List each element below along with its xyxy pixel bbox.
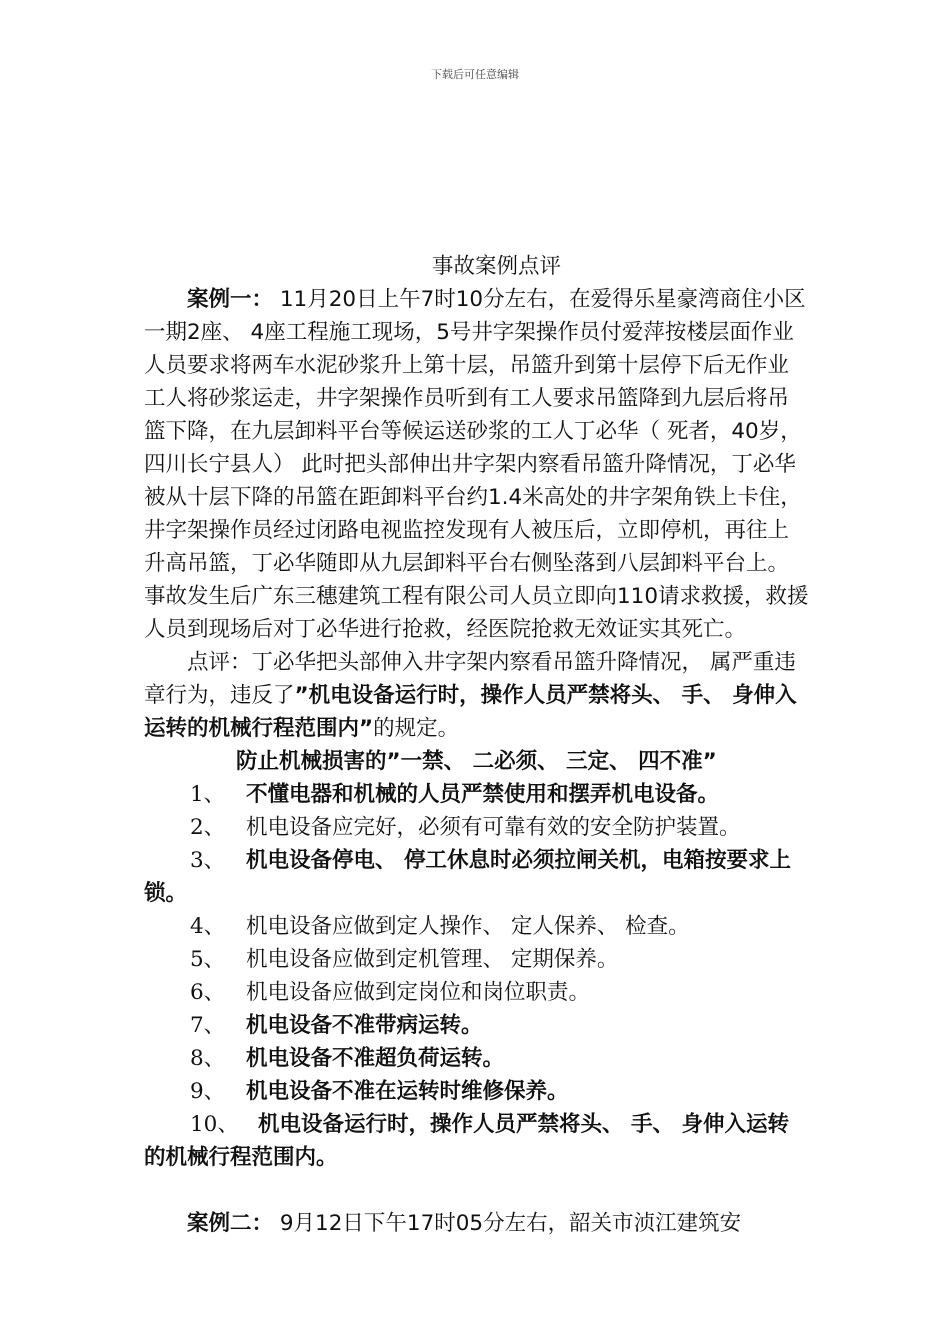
- case1-paragraph: [144, 283, 809, 646]
- case1-text: 11月20日上午7时10分左右，在爱得乐星豪湾商住小区一期2座、 4座工程施工现场，5号井字架操作员付爱萍按楼层面作业人员要求将两车水泥砂浆升上第十层，吊篮升到第十层停下后无作业工人将砂浆运走，井字架操作员听到有工人要求吊篮降到九层后将吊篮下降，在九层卸料平台等候运送砂浆的工人丁必华（ 死者，40岁，四川长宁县人） 此时把头部伸出井字架内察看吊篮升降情况，丁必华被从十层下降的吊篮在距卸料平台约1.4米高处的井字架角铁上卡住，井字架操作员经过闭路电视监控发现有人被压后，立即停机，再往上升高吊篮，丁必华随即从九层卸料平台右侧坠落到八层卸料平台上。事故发生后广东三穗建筑工程有限公司人员立即向110请求救援，救援人员到现场后对丁必华进行抢救，经医院抢救无效证实其死亡。: [144, 287, 809, 642]
- document-title: 事故案例点评: [431, 254, 561, 279]
- rule-number: 6、: [190, 980, 226, 1005]
- rule-text: 机电设备停电、 停工休息时必须拉闸关机，电箱按要求上锁。: [144, 848, 791, 906]
- rule-text: 机电设备应做到定岗位和岗位职责。: [246, 980, 591, 1005]
- rule-item-2: [144, 811, 809, 844]
- comment-lead: 点评：丁必华把头部伸入井字架内察看吊篮升降情况， 属严重违章行为，违反了: [144, 650, 796, 708]
- rule-number: 7、: [190, 1013, 226, 1038]
- rule-number: 3、: [190, 848, 226, 873]
- rule-number: 8、: [190, 1046, 226, 1071]
- rule-item-8: [144, 1042, 809, 1075]
- case1-label: 案例一：: [187, 287, 274, 312]
- rule-text: 机电设备不准超负荷运转。: [246, 1046, 505, 1071]
- rule-number: 2、: [190, 815, 226, 840]
- rule-number: 4、: [190, 914, 226, 939]
- rules-list: [144, 778, 809, 1174]
- rule-item-7: [144, 1009, 809, 1042]
- rule-number: 1、: [190, 782, 226, 807]
- rule-item-6: [144, 976, 809, 1009]
- rule-number: 9、: [190, 1079, 226, 1104]
- rule-item-3: [144, 844, 809, 910]
- rule-item-4: [144, 910, 809, 943]
- rule-text: 机电设备应做到定人操作、 定人保养、 检查。: [246, 914, 690, 939]
- rule-item-5: [144, 943, 809, 976]
- comment-paragraph: [144, 646, 809, 745]
- rule-number: 10、: [190, 1112, 239, 1137]
- case2-label: 案例二：: [187, 1211, 274, 1236]
- rules-title: 防止机械损害的”一禁、 二必须、 三定、 四不准”: [236, 749, 717, 774]
- comment-quoted-rule: ”机电设备运行时，操作人员严禁将头、 手、 身伸入运转的机械行程范围内”: [144, 683, 797, 741]
- rule-text: 机电设备应做到定机管理、 定期保养。: [246, 947, 619, 972]
- document-body: [144, 250, 809, 1240]
- rule-item-9: [144, 1075, 809, 1108]
- rule-number: 5、: [190, 947, 226, 972]
- rule-text: 机电设备不准带病运转。: [246, 1013, 483, 1038]
- rule-item-1: [144, 778, 809, 811]
- rule-text: 机电设备应完好，必须有可靠有效的安全防护装置。: [246, 815, 741, 840]
- case2-text: 9月12日下午17时05分左右，韶关市浈江建筑安: [279, 1211, 742, 1236]
- rule-text: 机电设备不准在运转时维修保养。: [246, 1079, 569, 1104]
- rule-item-10: [144, 1108, 809, 1174]
- comment-tail: 的规定。: [373, 716, 460, 741]
- paragraph-spacer: [144, 1174, 809, 1207]
- case2-paragraph: [144, 1207, 809, 1240]
- rule-text: 机电设备运行时，操作人员严禁将头、 手、 身伸入运转的机械行程范围内。: [144, 1112, 789, 1170]
- header-note: 下载后可任意编辑: [431, 68, 519, 81]
- rule-text: 不懂电器和机械的人员严禁使用和摆弄机电设备。: [246, 782, 720, 807]
